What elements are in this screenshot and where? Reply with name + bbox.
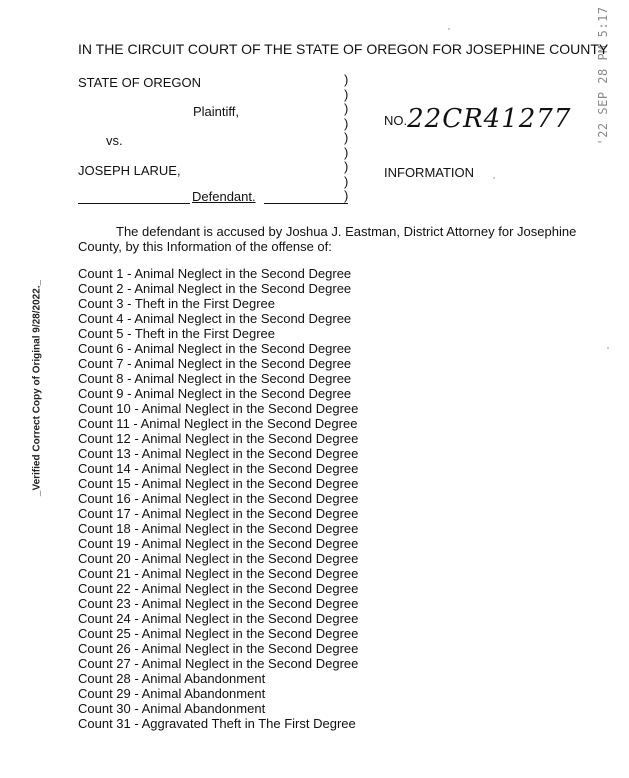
caption-parentheses [344, 73, 356, 204]
count-item: Count 22 - Animal Neglect in the Second Degree [78, 581, 359, 596]
scan-speck [448, 28, 450, 30]
case-number [384, 104, 571, 134]
paren: ) [344, 144, 349, 160]
count-item: Count 7 - Animal Neglect in the Second Degree [78, 356, 352, 371]
count-item: Count 2 - Animal Neglect in the Second Degree [78, 281, 352, 296]
counts-list [78, 266, 578, 731]
court-title: IN THE CIRCUIT COURT OF THE STATE OF OREGON FOR JOSEPHINE COUNTY [78, 41, 609, 57]
count-item: Count 28 - Animal Abandonment [78, 671, 266, 686]
defendant-role: Defendant. [192, 189, 256, 204]
count-item: Count 25 - Animal Neglect in the Second Degree [78, 626, 359, 641]
paren: ) [344, 72, 349, 87]
count-item: Count 8 - Animal Neglect in the Second Degree [78, 371, 352, 386]
count-item: Count 3 - Theft in the First Degree [78, 296, 276, 311]
paren: ) [344, 101, 349, 116]
count-item: Count 17 - Animal Neglect in the Second Degree [78, 506, 359, 521]
count-item: Count 29 - Animal Abandonment [78, 686, 266, 701]
versus-label: vs. [106, 133, 123, 148]
count-item: Count 23 - Animal Neglect in the Second Degree [78, 596, 359, 611]
count-item: Count 16 - Animal Neglect in the Second Degree [78, 491, 359, 506]
scan-speck [493, 177, 495, 179]
paren: ) [344, 159, 349, 174]
scan-speck [607, 347, 609, 349]
defendant-underline-left [78, 203, 190, 204]
count-item: Count 13 - Animal Neglect in the Second Degree [78, 446, 359, 461]
count-item: Count 20 - Animal Neglect in the Second Degree [78, 551, 359, 566]
count-item: Count 19 - Animal Neglect in the Second Degree [78, 536, 359, 551]
count-item: Count 31 - Aggravated Theft in The First Degree [78, 716, 356, 731]
count-item: Count 9 - Animal Neglect in the Second Degree [78, 386, 352, 401]
paren: ) [344, 115, 349, 131]
filing-date-stamp: '22 SEP 28 PM 5:17 [596, 6, 610, 146]
count-item: Count 5 - Theft in the First Degree [78, 326, 276, 341]
count-item: Count 27 - Animal Neglect in the Second Degree [78, 656, 359, 671]
count-item: Count 11 - Animal Neglect in the Second Degree [78, 416, 358, 431]
count-item: Count 4 - Animal Neglect in the Second Degree [78, 311, 352, 326]
paren: ) [344, 173, 349, 189]
defendant-underline-right [264, 203, 348, 204]
count-item: Count 15 - Animal Neglect in the Second Degree [78, 476, 359, 491]
defendant-name: JOSEPH LARUE, [78, 163, 181, 178]
case-number-prefix: NO. [384, 113, 408, 128]
document-type: INFORMATION [384, 165, 475, 180]
count-item: Count 14 - Animal Neglect in the Second Degree [78, 461, 359, 476]
plaintiff-role: Plaintiff, [193, 104, 240, 119]
paren: ) [344, 188, 349, 203]
count-item: Count 26 - Animal Neglect in the Second Degree [78, 641, 359, 656]
paren: ) [344, 130, 349, 145]
count-item: Count 10 - Animal Neglect in the Second Degree [78, 401, 359, 416]
verified-copy-stamp: _Verified Correct Copy of Original 9/28/2022._ [31, 279, 43, 497]
case-number-handwritten: 22CR41277 [407, 104, 572, 134]
count-item: Count 30 - Animal Abandonment [78, 701, 266, 716]
paren: ) [344, 86, 349, 102]
count-item: Count 6 - Animal Neglect in the Second Degree [78, 341, 352, 356]
count-item: Count 24 - Animal Neglect in the Second Degree [78, 611, 359, 626]
count-item: Count 1 - Animal Neglect in the Second Degree [78, 266, 352, 281]
count-item: Count 21 - Animal Neglect in the Second Degree [78, 566, 359, 581]
plaintiff-name: STATE OF OREGON [78, 75, 202, 90]
accusation-paragraph: The defendant is accused by Joshua J. Eastman, District Attorney for Josephine County, by this Information of the offense of: [78, 224, 577, 254]
count-item: Count 12 - Animal Neglect in the Second Degree [78, 431, 359, 446]
count-item: Count 18 - Animal Neglect in the Second Degree [78, 521, 359, 536]
